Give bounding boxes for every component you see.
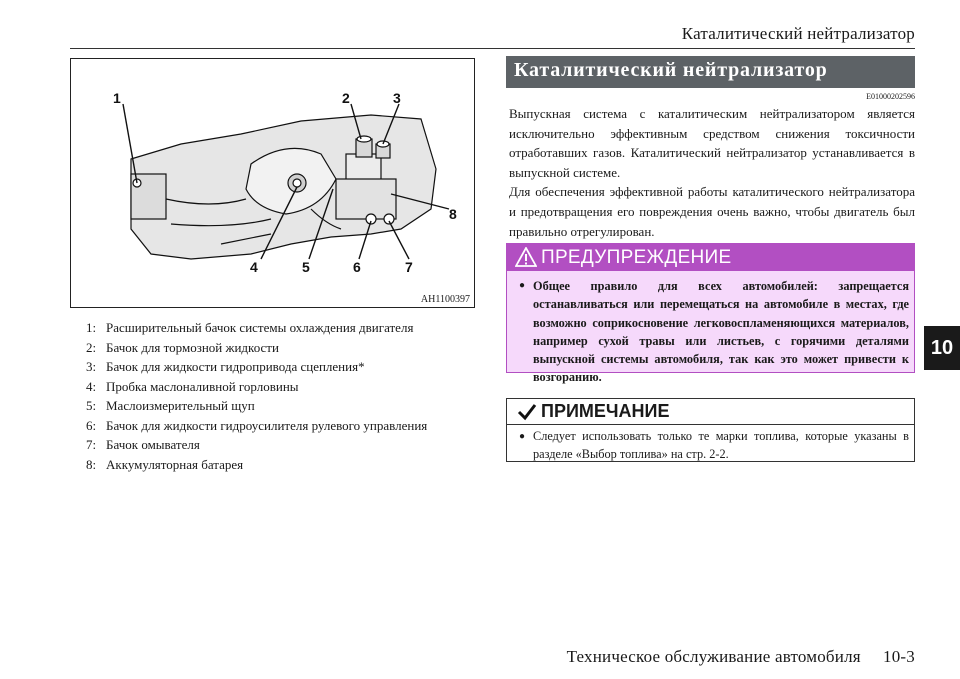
figure-code: AH1100397 bbox=[420, 294, 470, 305]
engine-bay-figure bbox=[70, 58, 475, 308]
note-body bbox=[519, 428, 909, 463]
engine-bay-illustration bbox=[71, 59, 474, 307]
note-title: ПРИМЕЧАНИЕ bbox=[507, 399, 914, 425]
callout-1: 1 bbox=[113, 90, 121, 106]
callout-7: 7 bbox=[405, 259, 413, 275]
callout-4: 4 bbox=[250, 259, 258, 275]
warning-title: ПРЕДУПРЕЖДЕНИЕ bbox=[507, 244, 914, 271]
note-box bbox=[506, 398, 915, 462]
legend-item: 7: Бачок омывателя bbox=[86, 437, 200, 452]
running-header: Каталитический нейтрализатор bbox=[681, 24, 915, 43]
legend-item: 1: Расширительный бачок системы охлаждения двигателя bbox=[86, 320, 414, 335]
legend-item: 3: Бачок для жидкости гидропривода сцепления* bbox=[86, 359, 365, 374]
warning-triangle-icon bbox=[515, 247, 537, 267]
callout-2: 2 bbox=[342, 90, 350, 106]
warning-box bbox=[506, 243, 915, 385]
section-ref-code: E01000202596 bbox=[866, 92, 915, 101]
callout-8: 8 bbox=[449, 206, 457, 222]
page-footer: Техническое обслуживание автомобиля 10-3 bbox=[566, 647, 915, 666]
list-item: ● Общее правило для всех автомобилей: запрещается останавливаться или перемещаться на автомобиле в местах, где возможно соприкосновение легковоспламеняющихся материалов, например сухой травы или листьев, с горячими деталями выпускной системы автомобиля, так как это может привести к возгоранию. bbox=[519, 277, 909, 387]
callout-5: 5 bbox=[302, 259, 310, 275]
legend-item: 4: Пробка маслоналивной горловины bbox=[86, 378, 299, 394]
callout-6: 6 bbox=[353, 259, 361, 275]
legend-item: 6: Бачок для жидкости гидроусилителя рулевого управления bbox=[86, 417, 428, 433]
paragraph: Выпускная система с каталитическим нейтрализатором является исключительно эффективным средством снижения токсичности отработавших газов. Каталитический нейтрализатор устанавливается в выпускной системе. bbox=[509, 106, 915, 180]
header-rule bbox=[70, 48, 915, 49]
bullet-icon: ● bbox=[519, 431, 526, 442]
list-item: ● Следует использовать только те марки топлива, которые указаны в разделе «Выбор топлива» на стр. 2-2. bbox=[519, 428, 909, 463]
legend-item: 2: Бачок для тормозной жидкости bbox=[86, 339, 279, 355]
section-title: Каталитический нейтрализатор bbox=[506, 56, 915, 88]
figure-legend bbox=[86, 318, 486, 474]
callout-3: 3 bbox=[393, 90, 401, 106]
warning-body bbox=[519, 277, 909, 387]
paragraph: Для обеспечения эффективной работы каталитического нейтрализатора и предотвращения его повреждения очень важно, чтобы двигатель был правильно отрегулирован. bbox=[509, 184, 915, 239]
bullet-icon: ● bbox=[519, 280, 526, 291]
chapter-tab: 10 bbox=[924, 326, 960, 370]
legend-item: 8: Аккумуляторная батарея bbox=[86, 456, 244, 472]
legend-item: 5: Маслоизмерительный щуп bbox=[86, 398, 255, 413]
checkmark-icon bbox=[517, 403, 537, 421]
section-body bbox=[509, 104, 915, 241]
